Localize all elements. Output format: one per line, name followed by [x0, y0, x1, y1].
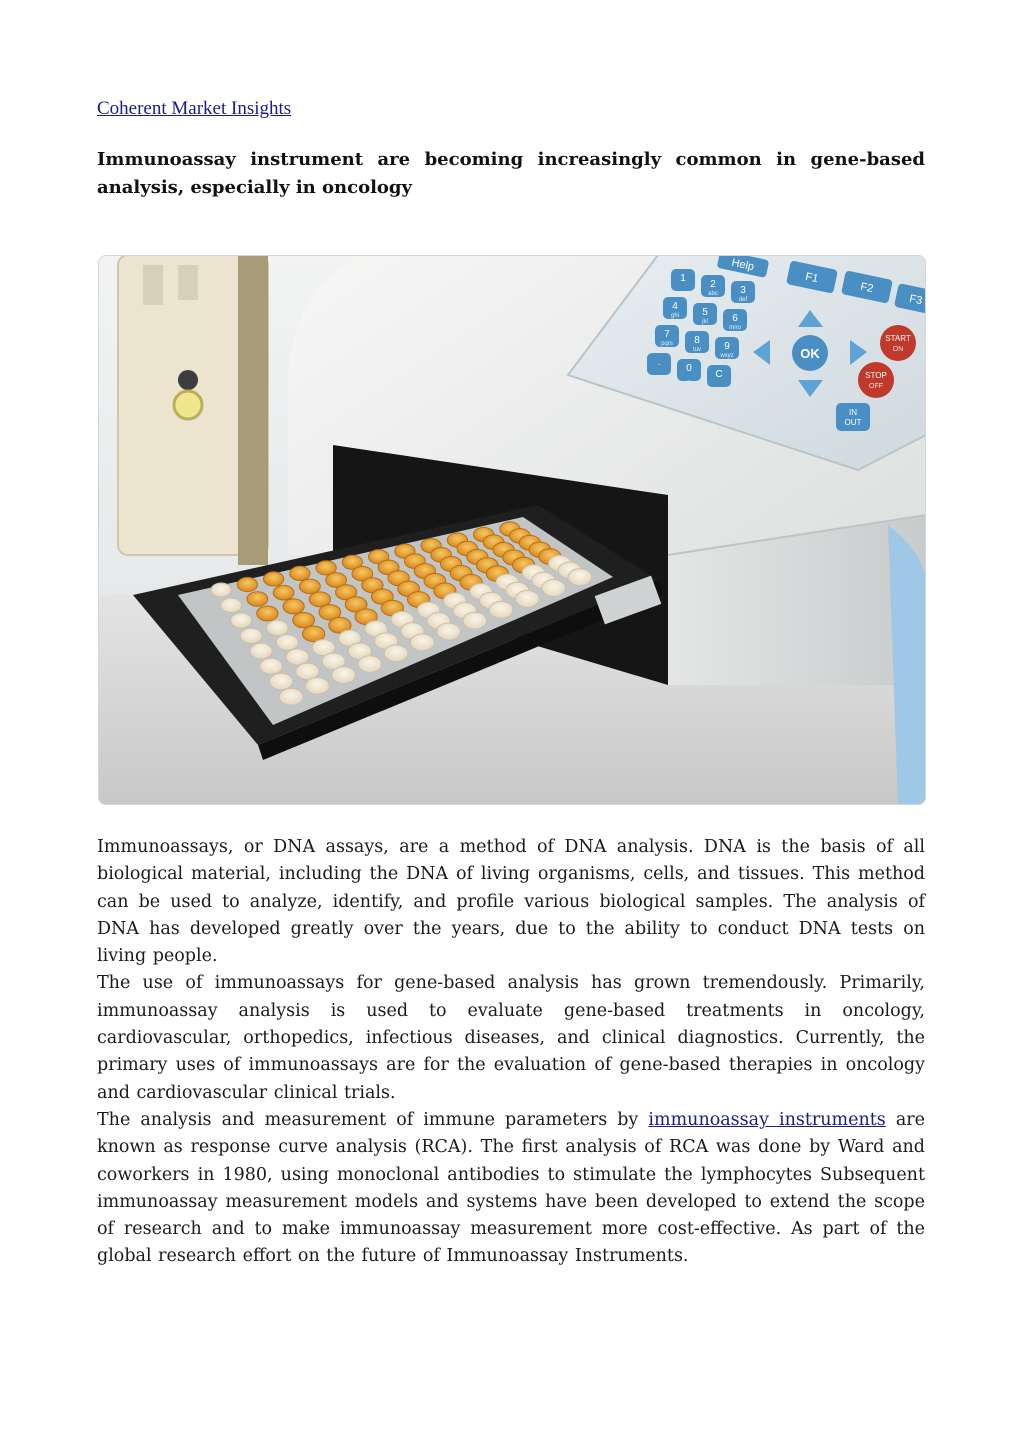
paragraph-3-end: are known as response curve analysis (RCA). The first analysis of RCA was done by Ward and coworkers in 1980, using monoclonal antibodies to stimulate the lymphocytes Subsequent immunoassay measurement models and systems have been developed to extend the scope of research and to make immunoassay measurement more cost-effective. As part of the global research effort on the future of Immunoassay Instruments. — [97, 1109, 925, 1267]
well — [276, 635, 298, 651]
keypad-key-letters: def — [738, 297, 748, 303]
microplate-reader-illustration — [98, 255, 926, 805]
start-key-label: START — [885, 334, 911, 343]
keypad-key-number: 0 — [686, 363, 692, 374]
article-title: Immunoassay instrument are becoming increasingly common in gene-based analysis, especially in oncology — [97, 149, 925, 198]
keypad-key-number: 9 — [724, 341, 730, 352]
immunoassay-instruments-link[interactable]: immunoassay instruments — [648, 1109, 886, 1130]
well — [273, 585, 294, 600]
on-key-label: ON — [892, 346, 904, 353]
f2-key-label: F2 — [859, 280, 875, 296]
well — [267, 620, 289, 635]
well — [300, 579, 321, 594]
paragraph-1: Immunoassays, or DNA assays, are a method of DNA analysis. DNA is the basis of all biological material, including the DNA of living organisms, cells, and tissues. This method can be used to analyze, identify, and profile various biological samples. The analysis of DNA has developed greatly over the years, due to the ability to conduct DNA tests on living people. — [97, 837, 925, 967]
keypad-key-letters: mno — [729, 325, 741, 331]
well — [463, 612, 487, 629]
well — [286, 649, 309, 665]
well — [231, 613, 252, 628]
site-name-link[interactable]: Coherent Market Insights — [97, 98, 292, 119]
well — [568, 569, 592, 586]
well — [257, 606, 278, 621]
well — [358, 656, 382, 673]
well — [306, 677, 330, 694]
article-body — [97, 834, 925, 1271]
well — [411, 634, 435, 651]
well — [437, 623, 461, 640]
well — [260, 658, 283, 674]
help-key-label: Help — [730, 256, 756, 274]
well — [332, 667, 356, 684]
well — [264, 572, 284, 586]
well — [247, 592, 268, 607]
f3-key-label: F3 — [908, 292, 924, 308]
well — [542, 580, 566, 597]
keypad-key-letters: tuv — [692, 347, 702, 353]
keypad-key-letters: abc — [708, 291, 718, 297]
keypad-key-letters: jkl — [702, 319, 708, 325]
paragraph-3-start: The analysis and measurement of immune parameters by — [97, 1109, 649, 1130]
keypad-key-number: 1 — [680, 273, 686, 284]
article-image — [98, 255, 926, 805]
keypad-key-number: 3 — [740, 285, 746, 296]
well — [283, 599, 304, 614]
keypad-key-letters: wxyz — [720, 353, 734, 359]
keypad-key-letters: pqrs — [661, 341, 673, 347]
well — [211, 583, 231, 597]
ok-key-label: OK — [800, 346, 820, 361]
well — [250, 643, 272, 659]
well — [270, 673, 293, 689]
out-key-label: OUT — [844, 418, 862, 427]
keypad-key-number: 7 — [664, 329, 670, 340]
keypad-key-number: . — [657, 357, 661, 368]
off-key-label: OFF — [869, 383, 883, 390]
paragraph-2: The use of immunoassays for gene-based analysis has grown tremendously. Primarily, immunoassay analysis is used to evaluate gene-based treatments in oncology, cardiovascular, orthopedics, infectious diseases, and clinical diagnostics. Currently, the primary uses of immunoassays are for the evaluation of gene-based therapies in oncology and cardiovascular clinical trials. — [97, 973, 925, 1103]
background-device — [118, 255, 268, 565]
well — [293, 612, 315, 627]
well — [221, 598, 242, 613]
well — [279, 688, 303, 705]
paragraph-3 — [97, 1107, 925, 1271]
well — [240, 628, 262, 643]
in-key-label: IN — [849, 408, 857, 417]
well — [384, 645, 408, 662]
keypad-key-number: 4 — [672, 301, 678, 312]
keypad-key-number: 6 — [732, 313, 738, 324]
well — [489, 601, 513, 618]
well — [237, 577, 257, 591]
well — [290, 566, 310, 580]
stop-key-label: STOP — [865, 371, 887, 380]
keypad-key-number: 2 — [710, 279, 716, 290]
keypad-key-number: C — [715, 369, 723, 380]
keypad-key-letters: ghi — [670, 313, 680, 319]
keypad-key-number: 8 — [694, 335, 700, 346]
f1-key-label: F1 — [804, 270, 820, 286]
well — [516, 591, 540, 608]
keypad-key-letters: _ — [687, 375, 691, 381]
keypad-key-number: 5 — [702, 307, 708, 318]
